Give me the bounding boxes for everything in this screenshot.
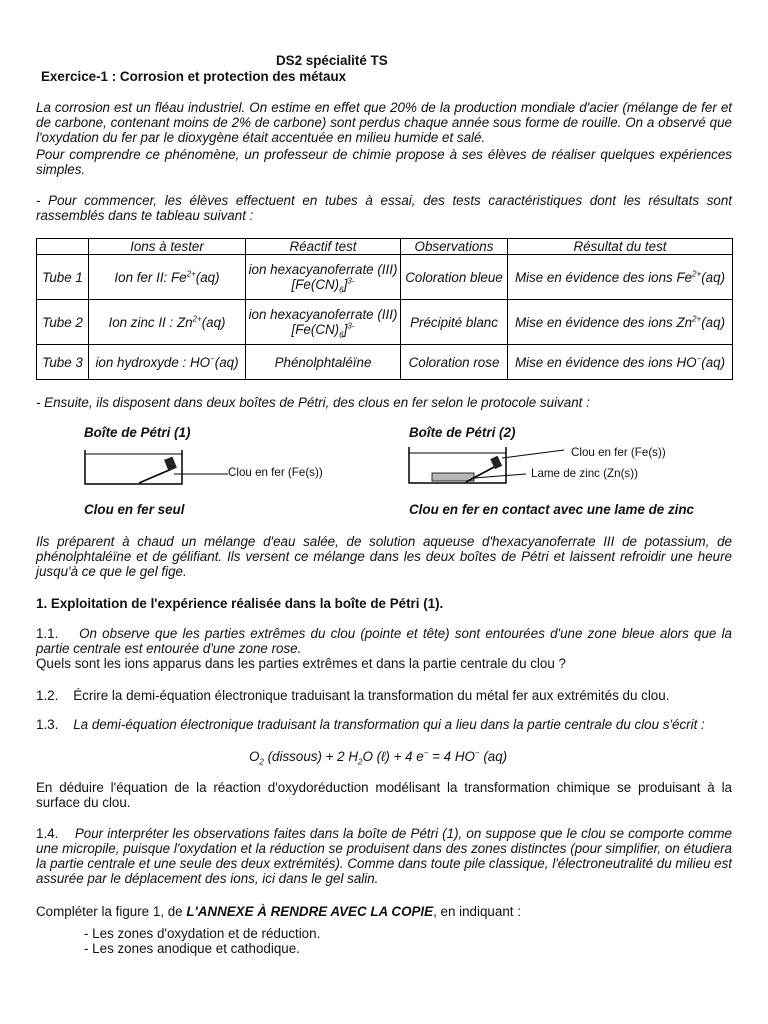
preparation-paragraph: Ils préparent à chaud un mélange d'eau salée, de solution aqueuse d'hexacyanoferrate III de potassium, de phénolphtaléïne et de gélifiant. Ils versent ce mélange dans les deux boîtes de Pétri et laissent refroidir une heure jusqu'à ce que le gel fige. bbox=[36, 534, 732, 579]
question-1-4: 1.4. Pour interpréter les observations faites dans la boîte de Pétri (1), on suppose que le clou se comporte comme une micropile, puisque l'oxydation et la réduction se produisent dans des zones distinctes (pour simplifier, on étudiera la partie centrale et une seule des deux extrémités). Comme dans toute pile classique, l'électroneutralité du milieu est assurée par le déplacement des ions, ici dans le gel salin. bbox=[36, 826, 732, 886]
question-1-1 bbox=[36, 626, 732, 671]
page-title: DS2 spécialité TS bbox=[276, 53, 388, 68]
box2-zinc-label: Lame de zinc (Zn(s)) bbox=[531, 467, 638, 480]
ion-cell: Ion zinc II : $Zn^{2+}(aq)$ bbox=[89, 300, 246, 345]
section-1-title: 1. Exploitation de l'expérience réalisée dans la boîte de Pétri (1). bbox=[36, 596, 444, 611]
table-header-cell: Ions à tester bbox=[89, 239, 246, 255]
table-header-cell: Réactif test bbox=[246, 239, 401, 255]
zinc-pointer-line bbox=[474, 474, 526, 478]
petri-intro: - Ensuite, ils disposent dans deux boîtes de Pétri, des clous en fer selon le protocole suivant : bbox=[36, 395, 590, 410]
list-item: - Les zones anodique et cathodique. bbox=[84, 941, 300, 956]
intro-paragraph-1: La corrosion est un fléau industriel. On estime en effet que 20% de la production mondiale d'acier (mélange de fer et de carbone, contenant moins de 2% de carbone) sont perdus chaque année sous forme de rouille. On a observé que l'oxydation du fer par le dioxygène était accentuée en milieu humide et salé. bbox=[36, 100, 732, 145]
ion-cell: ion hydroxyde : HO−(aq) bbox=[89, 345, 246, 380]
table-header-cell: Résultat du test bbox=[508, 239, 733, 255]
table-header-cell bbox=[37, 239, 89, 255]
tube-label: Tube 2 bbox=[37, 300, 89, 345]
tube-label: Tube 1 bbox=[37, 255, 89, 300]
intro-paragraph-3: - Pour commencer, les élèves effectuent en tubes à essai, des tests caractéristiques dont les résultats sont rassemblés dans te tableau suivant : bbox=[36, 193, 732, 223]
table-header-row bbox=[37, 239, 733, 255]
ion-cell: Ion fer II: $Fe^{2+}(aq)$ bbox=[89, 255, 246, 300]
exercise-title: Exercice-1 : Corrosion et protection des métaux bbox=[41, 69, 347, 84]
question-text: On observe que les parties extrêmes du clou (pointe et tête) sont entourées d'une zone bleue alors que la partie centrale est entourée d'une zone rose. bbox=[36, 626, 732, 656]
table-row bbox=[37, 300, 733, 345]
results-table bbox=[36, 238, 733, 380]
table-header-cell: Observations bbox=[401, 239, 508, 255]
table-row bbox=[37, 255, 733, 300]
zinc-plate bbox=[432, 473, 474, 481]
bullet-list bbox=[84, 926, 320, 956]
iron-nail-2-head bbox=[490, 456, 502, 469]
petri-dish-2-diagram bbox=[406, 441, 566, 487]
question-1-2: 1.2. Écrire la demi-équation électronique traduisant la transformation du métal fer aux extrémités du clou. bbox=[36, 688, 670, 703]
petri-box-1-title: Boîte de Pétri (1) bbox=[84, 425, 191, 440]
result-cell: Mise en évidence des ions HO−(aq) bbox=[508, 345, 733, 380]
question-text: Quels sont les ions apparus dans les parties extrêmes et dans la partie centrale du clou ? bbox=[36, 656, 566, 671]
question-1-3: 1.3. La demi-équation électronique traduisant la transformation qui a lieu dans la partie centrale du clou s'écrit : bbox=[36, 717, 705, 732]
observation-cell: Précipité blanc bbox=[401, 300, 508, 345]
result-cell: Mise en évidence des ions $Zn^{2+}(aq)$ bbox=[508, 300, 733, 345]
petri-box-2-title: Boîte de Pétri (2) bbox=[409, 425, 516, 440]
observation-cell: Coloration bleue bbox=[401, 255, 508, 300]
reagent-cell: ion hexacyanoferrate (III) $[Fe(CN)_6]^{3-}$ bbox=[246, 255, 401, 300]
nail-2-pointer-line bbox=[502, 450, 564, 458]
table-row bbox=[37, 345, 733, 380]
reagent-cell: ion hexacyanoferrate (III) $[Fe(CN)_6]^{3-}$ bbox=[246, 300, 401, 345]
question-number: 1.1. bbox=[36, 626, 59, 641]
petri-box-1-caption: Clou en fer seul bbox=[84, 502, 185, 517]
box1-nail-label: Clou en fer (Fe(s)) bbox=[228, 466, 323, 479]
intro-paragraph-2: Pour comprendre ce phénomène, un professeur de chimie propose à ses élèves de réaliser quelques expériences simples. bbox=[36, 147, 732, 177]
iron-nail-1-head bbox=[164, 457, 177, 471]
complete-instruction: Compléter la figure 1, de L'ANNEXE À RENDRE AVEC LA COPIE, en indiquant : bbox=[36, 904, 521, 919]
observation-cell: Coloration rose bbox=[401, 345, 508, 380]
reagent-cell: Phénolphtaléïne bbox=[246, 345, 401, 380]
list-item: - Les zones d'oxydation et de réduction. bbox=[84, 926, 321, 941]
half-equation: $O_2$ (dissous) + 2 $H_2O$ (ℓ) + 4 e− = 4 HO− (aq) bbox=[249, 748, 508, 767]
result-cell: Mise en évidence des ions $Fe^{2+}(aq)$ bbox=[508, 255, 733, 300]
question-1-3-deduce: En déduire l'équation de la réaction d'oxydoréduction modélisant la transformation chimique se produisant à la surface du clou. bbox=[36, 780, 732, 810]
tube-label: Tube 3 bbox=[37, 345, 89, 380]
petri-box-2-caption: Clou en fer en contact avec une lame de zinc bbox=[409, 502, 695, 517]
box2-nail-label: Clou en fer (Fe(s)) bbox=[571, 446, 666, 459]
